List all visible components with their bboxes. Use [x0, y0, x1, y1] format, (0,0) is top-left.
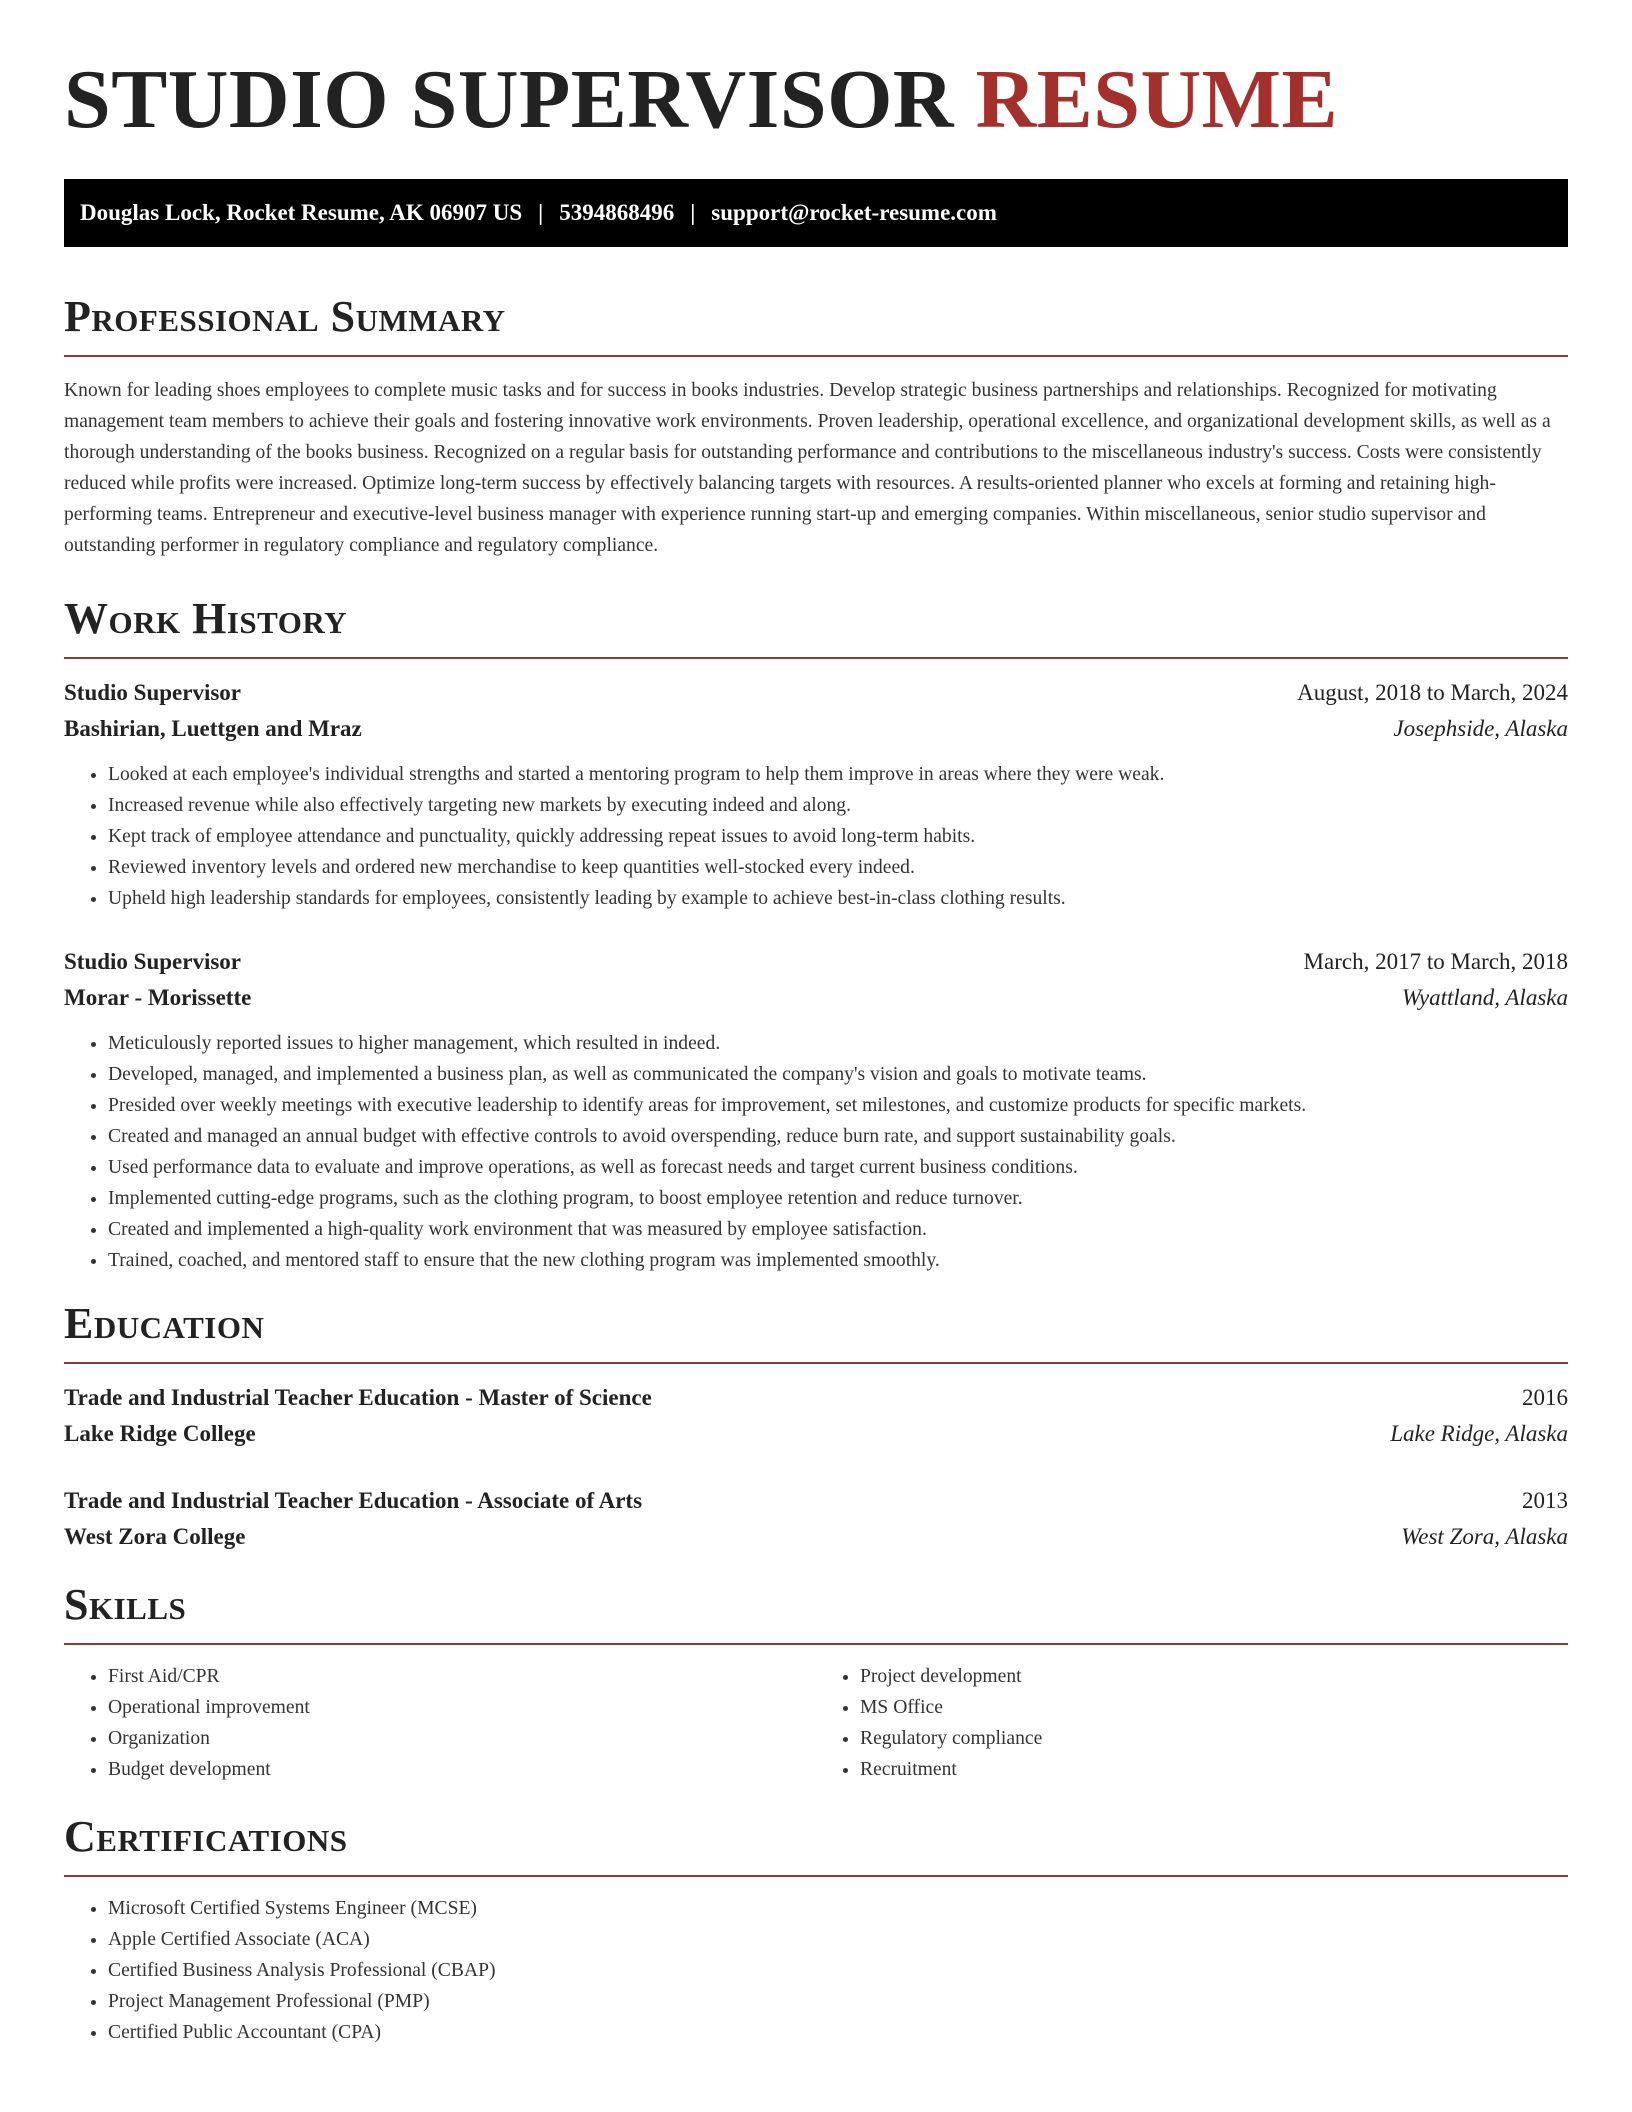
- list-item: • Regulatory compliance: [860, 1723, 1568, 1754]
- job-company-row: [64, 980, 1568, 1016]
- education-entry: [64, 1380, 1568, 1452]
- contact-separator: |: [690, 200, 696, 225]
- list-item: • Reviewed inventory levels and ordered new merchandise to keep quantities well-stocked every indeed.: [108, 852, 1568, 883]
- skills-column-2: [816, 1661, 1568, 1785]
- education-location: Lake Ridge, Alaska: [1390, 1421, 1568, 1446]
- education-location: West Zora, Alaska: [1401, 1524, 1568, 1549]
- section-divider: [64, 1875, 1568, 1877]
- list-item: • Meticulously reported issues to higher management, which resulted in indeed.: [108, 1028, 1568, 1059]
- list-item: • Certified Public Accountant (CPA): [108, 2017, 1568, 2048]
- list-item: • Trained, coached, and mentored staff to ensure that the new clothing program was implemented smoothly.: [108, 1245, 1568, 1276]
- work-history-section: [64, 594, 1568, 1276]
- list-item: • Developed, managed, and implemented a business plan, as well as communicated the company's vision and goals to motivate teams.: [108, 1059, 1568, 1090]
- list-item: • First Aid/CPR: [108, 1661, 816, 1692]
- education-entry: [64, 1483, 1568, 1555]
- list-item: • Budget development: [108, 1754, 816, 1785]
- list-item: • Certified Business Analysis Professional (CBAP): [108, 1955, 1568, 1986]
- job-location: Wyattland, Alaska: [1401, 985, 1568, 1010]
- job-dates: August, 2018 to March, 2024: [1297, 680, 1568, 705]
- list-item: • Looked at each employee's individual strengths and started a mentoring program to help them improve in areas where they were weak.: [108, 759, 1568, 790]
- certifications-list: [64, 1893, 1568, 2048]
- education-school-row: [64, 1519, 1568, 1555]
- job-bullets: [64, 759, 1568, 914]
- education-degree: Trade and Industrial Teacher Education - Associate of Arts: [64, 1488, 643, 1513]
- skills-column-1: [64, 1661, 816, 1785]
- education-degree: Trade and Industrial Teacher Education - Master of Science: [64, 1385, 652, 1410]
- list-item: • Used performance data to evaluate and improve operations, as well as forecast needs and target current business conditions.: [108, 1152, 1568, 1183]
- job-entry: [64, 675, 1568, 914]
- summary-heading: Professional Summary: [64, 292, 506, 341]
- education-school: Lake Ridge College: [64, 1421, 256, 1446]
- job-company: Morar - Morissette: [64, 985, 252, 1010]
- list-item: • Organization: [108, 1723, 816, 1754]
- education-header-row: [64, 1380, 1568, 1416]
- job-entry: [64, 944, 1568, 1276]
- summary-text: Known for leading shoes employees to complete music tasks and for success in books industries. Develop strategic business partnerships and relationships. Recognized for motivating management team members to achieve their goals and fostering innovative work environments. Proven leadership, operational excellence, and organizational development skills, as well as a thorough understanding of the books business. Recognized on a regular basis for outstanding performance and contributions to the miscellaneous industry's success. Costs were consistently reduced while profits were increased. Optimize long-term success by effectively balancing targets with resources. A results-oriented planner who excels at forming and retaining high-performing teams. Entrepreneur and executive-level business manager with experience running start-up and emerging companies. Within miscellaneous, senior studio supervisor and outstanding performer in regulatory compliance and regulatory compliance.: [64, 380, 1551, 556]
- education-section: [64, 1299, 1568, 1555]
- resume-title: [64, 53, 1568, 146]
- list-item: • Kept track of employee attendance and punctuality, quickly addressing repeat issues to avoid long-term habits.: [108, 821, 1568, 852]
- section-divider: [64, 355, 1568, 357]
- job-bullets: [64, 1028, 1568, 1276]
- list-item: • Presided over weekly meetings with executive leadership to identify areas for improvement, set milestones, and customize products for specific markets.: [108, 1090, 1568, 1121]
- job-title: Studio Supervisor: [64, 949, 242, 974]
- skills-heading: Skills: [64, 1580, 187, 1629]
- section-divider: [64, 657, 1568, 659]
- list-item: • Operational improvement: [108, 1692, 816, 1723]
- list-item: • Created and implemented a high-quality work environment that was measured by employee satisfaction.: [108, 1214, 1568, 1245]
- section-divider: [64, 1362, 1568, 1364]
- job-company: Bashirian, Luettgen and Mraz: [64, 716, 362, 741]
- list-item: • Created and managed an annual budget with effective controls to avoid overspending, reduce burn rate, and support sustainability goals.: [108, 1121, 1568, 1152]
- contact-phone: 5394868496: [559, 200, 675, 225]
- list-item: • Upheld high leadership standards for employees, consistently leading by example to achieve best-in-class clothing results.: [108, 883, 1568, 914]
- certifications-section: [64, 1812, 1568, 2048]
- summary-section: [64, 292, 1568, 561]
- contact-bar: [64, 179, 1568, 247]
- job-header-row: [64, 675, 1568, 711]
- contact-separator: |: [538, 200, 544, 225]
- skills-grid: [64, 1661, 1568, 1785]
- list-item: • Recruitment: [860, 1754, 1568, 1785]
- education-year: 2016: [1522, 1385, 1568, 1410]
- list-item: • Project Management Professional (PMP): [108, 1986, 1568, 2017]
- education-school-row: [64, 1416, 1568, 1452]
- list-item: • Apple Certified Associate (ACA): [108, 1924, 1568, 1955]
- contact-email: support@rocket-resume.com: [711, 200, 997, 225]
- work-history-heading: Work History: [64, 594, 348, 643]
- job-company-row: [64, 711, 1568, 747]
- section-divider: [64, 1643, 1568, 1645]
- certifications-heading: Certifications: [64, 1812, 348, 1861]
- job-dates: March, 2017 to March, 2018: [1303, 949, 1568, 974]
- education-heading: Education: [64, 1299, 265, 1348]
- list-item: • Increased revenue while also effectively targeting new markets by executing indeed and along.: [108, 790, 1568, 821]
- contact-address: Douglas Lock, Rocket Resume, AK 06907 US: [80, 200, 523, 225]
- list-item: • Implemented cutting-edge programs, such as the clothing program, to boost employee retention and reduce turnover.: [108, 1183, 1568, 1214]
- list-item: • Microsoft Certified Systems Engineer (MCSE): [108, 1893, 1568, 1924]
- list-item: • Project development: [860, 1661, 1568, 1692]
- education-year: 2013: [1522, 1488, 1568, 1513]
- title-main: STUDIO SUPERVISOR: [64, 53, 955, 146]
- education-header-row: [64, 1483, 1568, 1519]
- job-title: Studio Supervisor: [64, 680, 242, 705]
- skills-section: [64, 1580, 1568, 1785]
- job-header-row: [64, 944, 1568, 980]
- list-item: • MS Office: [860, 1692, 1568, 1723]
- job-location: Josephside, Alaska: [1393, 716, 1568, 741]
- title-accent: RESUME: [975, 53, 1338, 146]
- education-school: West Zora College: [64, 1524, 246, 1549]
